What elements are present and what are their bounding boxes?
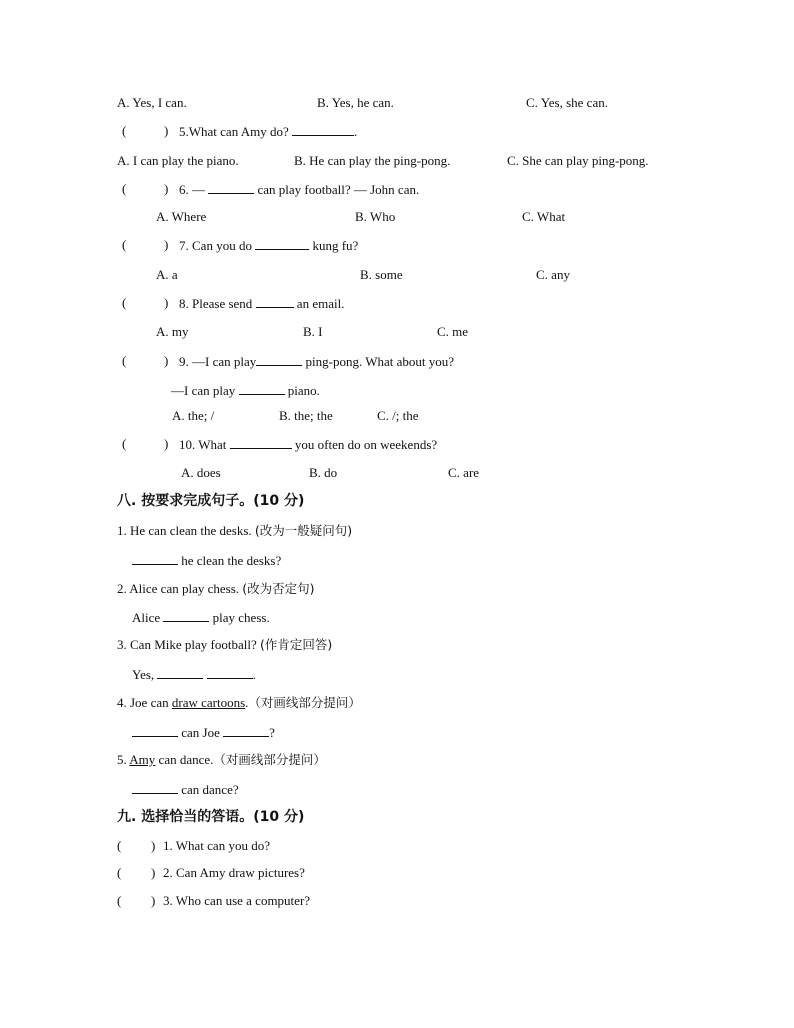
q10-number: 10. [179,437,196,452]
s8-item2-text: 2. Alice can play chess. [117,581,240,596]
s9-item1-text: 1. What can you do? [163,838,270,853]
s8-item2-answer-before: Alice [132,610,161,625]
answer-paren-open: ( [122,353,127,368]
s8-item1-hint: (改为一般疑问句) [254,523,353,538]
q6-option-b: B. Who [355,209,396,224]
q9-blank-2[interactable] [239,380,285,395]
answer-paren-open: ( [122,295,127,310]
section8-heading: 八. 按要求完成句子。(10 分) [117,493,305,509]
s8-item3-hint: (作肯定回答) [259,637,333,652]
s8-item2-answer [132,607,270,628]
q7-text-after: kung fu? [312,238,359,253]
s8-item4-answer-middle: can Joe [181,725,220,740]
s8-item5-blank[interactable] [132,779,178,794]
q7-blank[interactable] [255,235,309,250]
answer-paren-close: ) [164,237,169,252]
s8-item3-answer-before: Yes, [132,667,155,682]
q7-option-a: A. a [156,267,178,282]
answer-paren-open: ( [122,237,127,252]
s8-item2-blank[interactable] [163,607,209,622]
q7-text: Can you do [192,238,252,253]
q4-option-c: C. Yes, she can. [526,95,608,110]
answer-paren-open: ( [122,436,127,451]
s8-item3-text: 3. Can Mike play football? [117,637,257,652]
q8-number: 8. [179,296,189,311]
q8-option-b: B. I [303,324,323,339]
s8-item5-underlined: Amy [129,752,156,767]
answer-paren-close: ) [151,865,156,880]
s8-item4-underlined: draw cartoons [171,695,246,710]
q10-option-b: B. do [309,465,338,480]
q10-option-a: A. does [181,465,221,480]
answer-paren-close: ) [151,893,156,908]
answer-paren-close: ) [151,838,156,853]
q10-option-c: C. are [448,465,480,480]
s8-item4-blank-1[interactable] [132,722,178,737]
s8-item4-blank-2[interactable] [223,722,269,737]
answer-paren-open: ( [117,838,122,853]
q6-number: 6. [179,182,189,197]
q8-blank[interactable] [256,293,294,308]
q9-blank-1[interactable] [256,351,302,366]
answer-paren-open: ( [117,865,122,880]
s8-item3-question [117,635,332,655]
s8-item4-question [117,693,361,713]
q9-option-a: A. the; / [172,408,215,423]
q4-option-a: A. Yes, I can. [117,95,187,110]
q5-option-b: B. He can play the ping-pong. [294,153,451,168]
s8-item3-blank-2[interactable] [207,664,253,679]
q8-option-a: A. my [156,324,189,339]
q6-text-after: can play football? — John can. [257,182,420,197]
q8-question [179,293,344,314]
q7-number: 7. [179,238,189,253]
q9-text-after: ping-pong. What about you? [305,354,455,369]
answer-paren-close: ) [164,436,169,451]
s8-item5-text-before: 5. [117,752,127,767]
q8-option-c: C. me [437,324,469,339]
answer-paren-open: ( [122,123,127,138]
s8-item4-answer [132,722,275,743]
s8-item3-blank-1[interactable] [157,664,203,679]
q4-option-b: B. Yes, he can. [317,95,394,110]
q10-question [179,434,437,455]
q5-number: 5. [179,124,189,139]
s8-item2-question [117,579,315,599]
answer-paren-close: ) [164,295,169,310]
q8-text-after: an email. [296,296,345,311]
s8-item2-hint: (改为否定句) [242,581,315,596]
q6-dash: — [192,182,205,197]
s8-item1-answer [132,550,281,571]
q9-option-c: C. /; the [377,408,419,423]
q7-option-b: B. some [360,267,403,282]
q7-option-c: C. any [536,267,570,282]
s8-item1-blank[interactable] [132,550,178,565]
q9-question [179,351,454,372]
section9-heading: 九. 选择恰当的答语。(10 分) [117,809,305,825]
q6-question [179,179,419,200]
q9-line2-before: —I can play [171,383,236,398]
q5-option-c: C. She can play ping-pong. [507,153,649,168]
answer-paren-close: ) [164,123,169,138]
answer-paren-open: ( [117,893,122,908]
s8-item4-text-after: . [245,695,249,710]
s8-item1-text: 1. He can clean the desks. [117,523,252,538]
q8-text: Please send [192,296,253,311]
s8-item1-answer-after: he clean the desks? [181,553,282,568]
s8-item4-hint: （对画线部分提问） [248,695,361,710]
s8-item3-answer [132,664,256,685]
answer-paren-open: ( [122,181,127,196]
s8-item4-text-before: 4. Joe can [117,695,169,710]
q9-line2-after: piano. [287,383,320,398]
q9-line2-text [171,380,320,401]
s8-item1-question [117,521,352,541]
q5-option-a: A. I can play the piano. [117,153,239,168]
q6-option-a: A. Where [156,209,207,224]
q7-question [179,235,358,256]
answer-paren-close: ) [164,181,169,196]
s8-item5-answer [132,779,239,800]
q6-option-c: C. What [522,209,566,224]
q10-text: What [198,437,227,452]
s8-item2-answer-after: play chess. [212,610,270,625]
q5-blank[interactable] [292,121,354,136]
q10-text-after: you often do on weekends? [294,437,438,452]
s8-item5-text-after: can dance. [158,752,214,767]
q5-question [179,121,357,142]
q9-text: —I can play [192,354,257,369]
s8-item4-answer-after: ? [269,725,275,740]
q9-option-b: B. the; the [279,408,333,423]
s9-item2-text: 2. Can Amy draw pictures? [163,865,305,880]
answer-paren-close: ) [164,353,169,368]
q5-text-after: . [354,124,358,139]
q9-number: 9. [179,354,189,369]
s8-item5-answer-after: can dance? [181,782,239,797]
s8-item3-answer-after: . [252,667,256,682]
s9-item3-text: 3. Who can use a computer? [163,893,311,908]
s8-item5-hint: （对画线部分提问） [213,752,326,767]
q5-text: What can Amy do? [188,124,289,139]
q6-blank[interactable] [208,179,254,194]
s8-item5-question [117,750,326,770]
q10-blank[interactable] [230,434,292,449]
